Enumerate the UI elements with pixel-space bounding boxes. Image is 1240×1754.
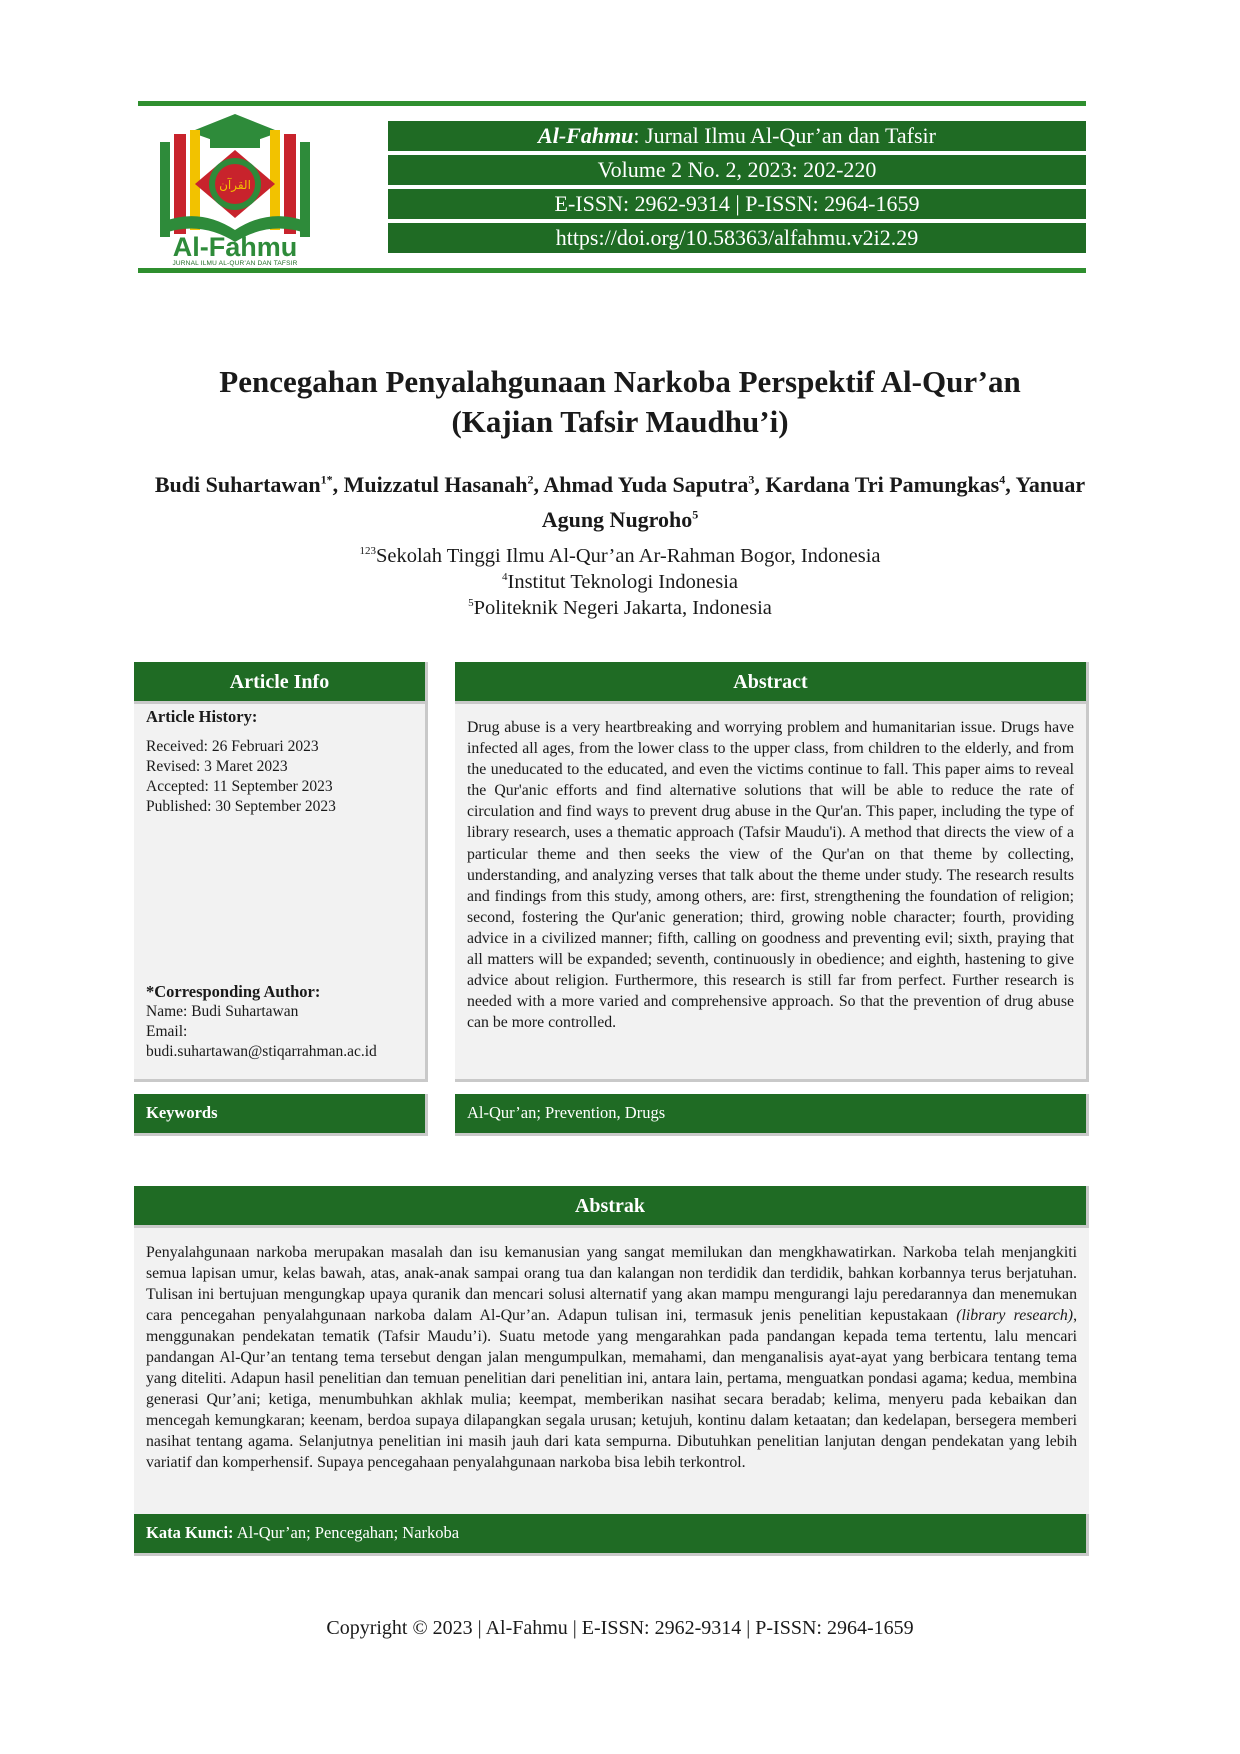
abstract-header: [455, 662, 1089, 704]
kata-kunci-label: Kata Kunci:: [146, 1523, 234, 1542]
paper-title: [120, 362, 1120, 442]
affiliation-list: [130, 543, 1110, 621]
abstract-keywords: Al-Qur’an; Prevention, Drugs: [467, 1103, 666, 1122]
title-line-1: Pencegahan Penyalahgunaan Narkoba Perspektif Al-Qur’an: [219, 364, 1021, 399]
affiliation: $^4$Institut Teknologi Indonesia: [502, 571, 738, 593]
svg-text:القرآن: القرآن: [219, 178, 251, 192]
abstrak-body: Penyalahgunaan narkoba merupakan masalah dan isu kemanusian yang sangat memilukan dan mengkhawatirkan. Narkoba telah menjangkiti semua lapisan umur, kelas bawah, atas, anak-anak sampai orang tua dan kalangan non terdidik dan terdidik, bahkan korbannya terus berjatuhan. Tulisan ini bertujuan mengungkap upaya quranik dan mencari solusi alternatif yang akan mampu mengurangi laju peredarannya dan menemukan cara pencegahan penyalahgunaan narkoba dalam Al-Qur’an. Adapun tulisan ini, termasuk jenis penelitian kepustakaan (library research), menggunakan pendekatan tematik (Tafsir Maudu’i). Suatu metode yang mengarahkan pada pandangan kepada tema tertentu, lalu mencari pandangan Al-Qur’an tentang tema tersebut dengan jalan mengumpulkan, memahami, dan menganalisis ayat-ayat yang berbicara tentang tema yang diteliti. Adapun hasil penelitian dan temuan penelitian dari penelitian ini, antara lain, pertama, menguatkan pondasi agama; kedua, membina generasi Qur’ani; ketiga, menumbuhkan akhlak mulia; keempat, memberikan nasihat secara beradab; kelima, menyeru pada kebaikan dan mencegah kemungkaran; keenam, berdoa supaya dilapangkan segala urusan; ketujuh, kontinu dalam ketaatan; dan kedelapan, bersegera memberi nasihat tentang agama. Selanjutnya penelitian ini masih jauh dari kata sempurna. Dibutuhkan penelitian lanjutan dengan pendekatan yang lebih variatif dan komperhensif. Supaya pencegahaan penyalahgunaan narkoba bisa lebih terkontrol.: [146, 1244, 1078, 1471]
page-footer: Copyright © 2023 | Al-Fahmu | E-ISSN: 2962-9314 | P-ISSN: 2964-1659: [326, 1617, 914, 1639]
title-line-2: (Kajian Tafsir Maudhu’i): [451, 404, 789, 439]
author-name: Budi Suhartawan: [154, 472, 321, 497]
author-name: Kardana Tri Pamungkas: [765, 472, 1000, 497]
logo-wordmark: Al-Fahmu: [172, 232, 298, 262]
corresponding-label: *Corresponding Author:: [146, 982, 321, 1001]
author-sup: 2: [527, 472, 534, 487]
abstract-keywords-bar: [455, 1094, 1089, 1136]
article-info-heading: Article Info: [229, 671, 330, 693]
author-sup: 1*: [320, 472, 333, 487]
volume-bar: Volume 2 No. 2, 2023: 202-220: [388, 155, 1086, 185]
author-sup: 4: [999, 472, 1006, 487]
abstrak-heading: Abstrak: [574, 1195, 645, 1217]
article-info-panel: [134, 704, 428, 1082]
corresponding-name: Name: Budi Suhartawan: [146, 1003, 299, 1020]
keywords-label: Keywords: [146, 1103, 218, 1122]
journal-title-bar: [388, 121, 1086, 151]
journal-name-rest: : Jurnal Ilmu Al-Qur’an dan Tafsir: [633, 123, 936, 148]
affiliation: $^{123}$Sekolah Tinggi Ilmu Al-Qur’an Ar-Rahman Bogor, Indonesia: [359, 545, 881, 567]
abstract-body: Drug abuse is a very heartbreaking and worrying problem and humanitarian issue. Drugs have infected all ages, from the lower class to the upper class, from children to the elderly, and from the uneducated to the educated, and even the victims continue to fall. This paper aims to reveal the Qur'anic efforts and find alternative solutions that will be able to reduce the rate of circulation and find ways to prevent drug abuse in the Qur'an. This paper, including the type of library research, uses a thematic approach (Tafsir Maudu'i). A method that directs the view of a particular theme and then seeks the view of the Qur'an on that theme by collecting, understanding, and analyzing verses that talk about the theme under study. The research results and findings from this study, among others, are: first, strengthening the foundation of religion; second, fostering the Qur'anic generation; third, growing noble character; fourth, providing advice in a civilized manner; fifth, calling on goodness and preventing evil; sixth, praying that all matters will be expanded; seventh, continuously in obedience; and eighth, hastening to give advice about religion. Furthermore, this research is still far from perfect. Further research is needed with a more varied and comprehensive approach. So that the prevention of drug abuse can be more controlled.: [467, 719, 1074, 1032]
abstract-panel: [455, 704, 1089, 1082]
author-name: Ahmad Yuda Saputra: [543, 472, 749, 497]
email-label: Email:: [146, 1023, 188, 1040]
kata-kunci-bar: [134, 1514, 1089, 1556]
author-list: Budi Suhartawan$^{1*}$, Muizzatul Hasanah$^2$, Ahmad Yuda Saputra$^3$, Kardana Tri Pamungkas$^4$, Yanuar Agung Nugroho$^5$: [154, 472, 1086, 532]
corresponding-email[interactable]: budi.suhartawan@stiqarrahman.ac.id: [146, 1043, 377, 1060]
logo-subtitle: JURNAL ILMU AL-QUR’AN DAN TAFSIR: [172, 260, 298, 267]
received-date: Received: 26 Februari 2023: [146, 738, 319, 755]
published-date: Published: 30 September 2023: [146, 798, 336, 815]
revised-date: Revised: 3 Maret 2023: [146, 758, 288, 775]
header-bottom-rule: [138, 268, 1086, 273]
journal-name: Al-Fahmu: [538, 123, 634, 148]
abstrak-panel: [134, 1228, 1089, 1514]
author-sup: 3: [748, 472, 755, 487]
author-name: Yanuar Agung Nugroho: [541, 472, 1086, 532]
affiliation: $^5$Politeknik Negeri Jakarta, Indonesia: [468, 597, 772, 619]
article-info-header: [134, 662, 428, 704]
accepted-date: Accepted: 11 September 2023: [146, 778, 333, 795]
kata-kunci-values: Al-Qur’an; Pencegahan; Narkoba: [233, 1523, 460, 1542]
abstrak-italic: (library research): [956, 1307, 1074, 1324]
abstract-heading: Abstract: [733, 671, 808, 693]
header-top-rule: [138, 101, 1086, 106]
history-label: Article History:: [146, 707, 258, 726]
keywords-header: [134, 1094, 428, 1136]
doi-link[interactable]: https://doi.org/10.58363/alfahmu.v2i2.29: [388, 223, 1086, 253]
author-name: Muizzatul Hasanah: [343, 472, 528, 497]
issn-bar: E-ISSN: 2962-9314 | P-ISSN: 2964-1659: [388, 189, 1086, 219]
abstrak-header: [134, 1186, 1089, 1228]
author-sup: 5: [692, 507, 699, 522]
